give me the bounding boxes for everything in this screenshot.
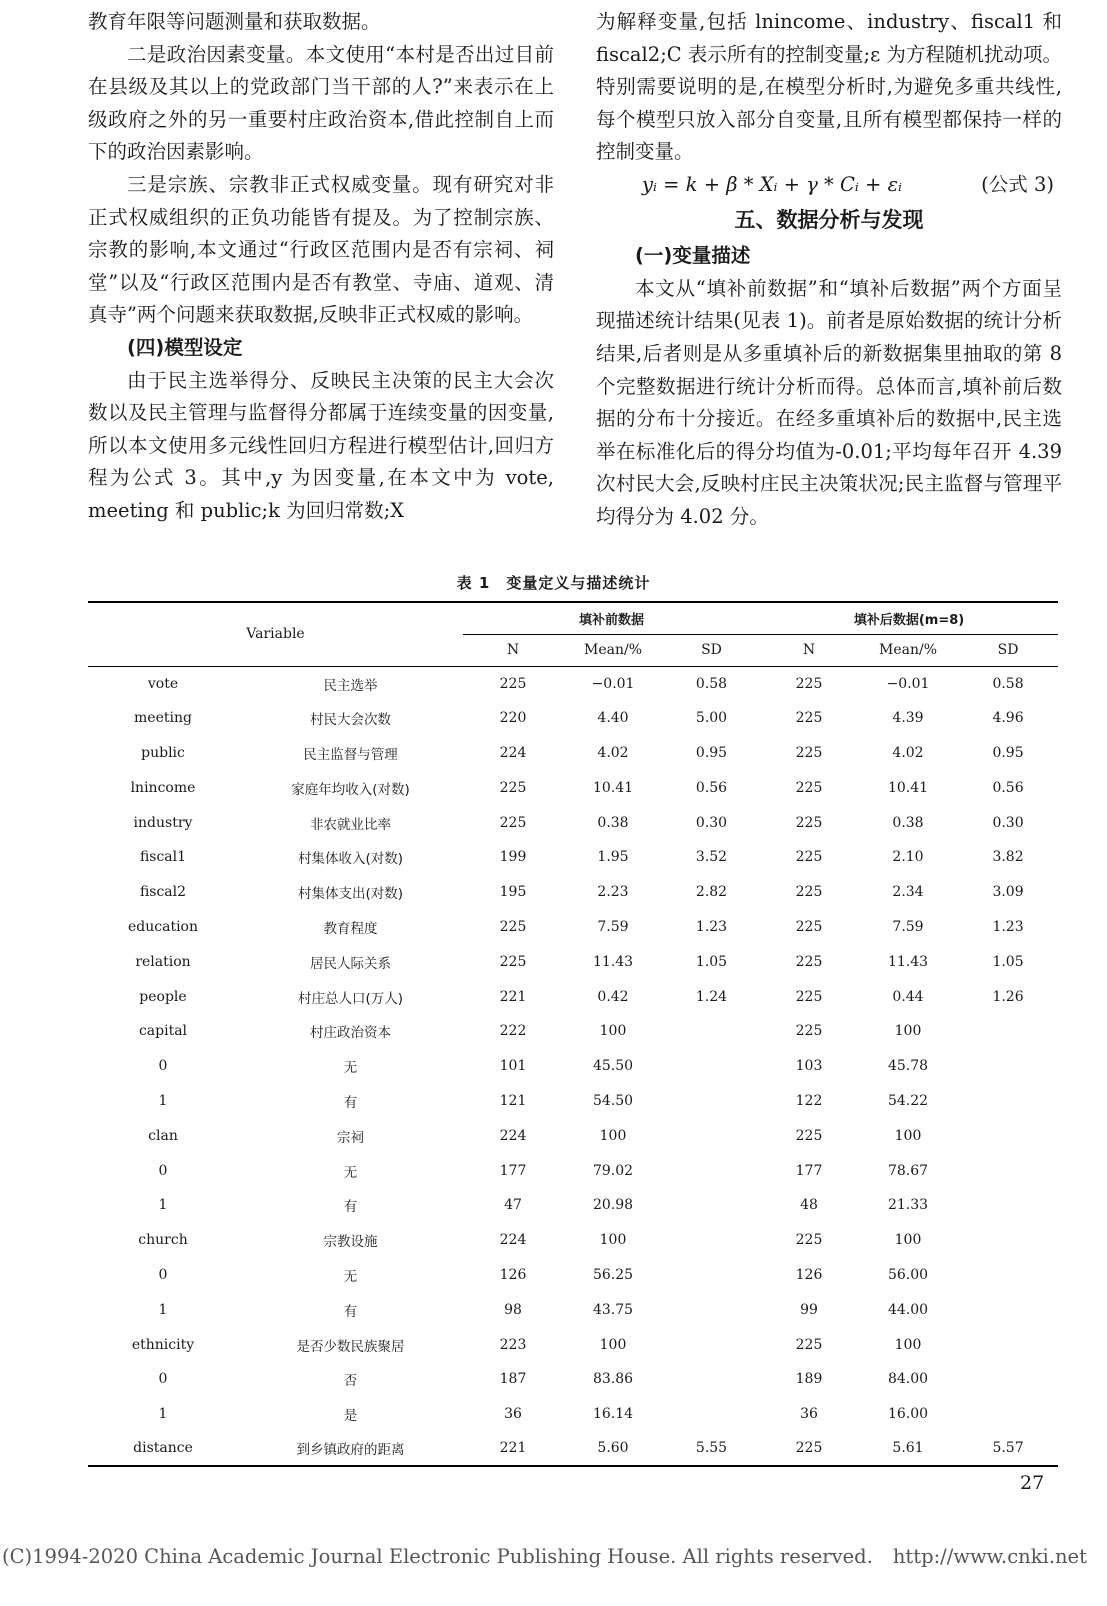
cell-value (663, 1188, 760, 1223)
cell-value: 1.95 (597, 849, 629, 866)
cell-value: 54.50 (592, 1092, 634, 1109)
cell-value: 225 (795, 744, 823, 761)
cell-variable: lnincome (130, 779, 196, 796)
cell-variable: 0 (158, 1162, 168, 1179)
table-row (88, 1362, 1058, 1397)
cell-value: 221 (499, 988, 527, 1005)
cell-value: 225 (499, 779, 527, 796)
cell-value: 43.75 (592, 1301, 634, 1318)
table-row (88, 875, 1058, 910)
cell-definition: 非农就业比率 (310, 816, 391, 833)
cell-definition: 是否少数民族聚居 (296, 1338, 405, 1355)
cell-value: 16.14 (592, 1406, 634, 1423)
cell-variable: church (138, 1232, 188, 1249)
cell-value: 0.30 (695, 814, 728, 831)
cell-value: 100 (894, 1232, 922, 1249)
cell-value (663, 1258, 760, 1293)
cell-value: 101 (499, 1058, 527, 1075)
cell-definition: 居民人际关系 (310, 955, 391, 972)
cell-value: 225 (795, 710, 823, 727)
table-row (88, 1292, 1058, 1327)
cell-value: 225 (795, 1440, 823, 1457)
cell-value: 121 (499, 1092, 527, 1109)
table-row (88, 1327, 1058, 1362)
cell-definition: 宗祠 (337, 1129, 364, 1146)
cell-value (958, 1362, 1058, 1397)
cell-value: 3.09 (992, 884, 1024, 901)
cell-value: 225 (795, 779, 823, 796)
header-mean-after: Mean/% (879, 642, 938, 658)
cell-variable: 1 (158, 1092, 168, 1109)
table-row (88, 1014, 1058, 1049)
cell-variable: clan (148, 1127, 178, 1144)
header-n-before: N (506, 642, 520, 658)
table-row (88, 1153, 1058, 1188)
page-number: 27 (1020, 1472, 1045, 1494)
cell-value: 47 (504, 1197, 522, 1214)
cell-value (663, 1049, 760, 1084)
cell-value: 0.30 (992, 814, 1024, 831)
cell-value (958, 1397, 1058, 1432)
cell-value: 225 (795, 1336, 823, 1353)
cell-value: 1.26 (992, 988, 1024, 1005)
cell-value: 56.25 (592, 1266, 634, 1283)
cell-value: 126 (499, 1266, 527, 1283)
subsection-heading: (四)模型设定 (127, 335, 243, 359)
cell-variable: 0 (158, 1266, 168, 1283)
header-sd-before: SD (701, 642, 722, 658)
cell-value: 225 (795, 988, 823, 1005)
cell-value: 100 (894, 1023, 922, 1040)
paragraph: 教育年限等问题测量和获取数据。 (88, 10, 381, 33)
cell-value: 16.00 (887, 1406, 929, 1423)
cell-variable: industry (133, 814, 193, 831)
cell-value: 98 (504, 1301, 522, 1318)
cell-value: 5.61 (892, 1440, 924, 1457)
formula-3 (596, 169, 1062, 202)
cell-variable: meeting (134, 710, 192, 727)
cell-value (663, 1153, 760, 1188)
descriptive-statistics-table (88, 601, 1058, 1467)
left-column (88, 6, 554, 528)
table-row (88, 910, 1058, 945)
cell-value: 5.55 (695, 1440, 728, 1457)
cell-value: 10.41 (592, 779, 634, 796)
cell-value: 225 (795, 884, 823, 901)
table-row (88, 1432, 1058, 1467)
cell-value (663, 1327, 760, 1362)
header-group-after: 填补后数据(m=8) (760, 602, 1058, 634)
cell-value: 3.82 (992, 849, 1024, 866)
cell-value: 225 (499, 918, 527, 935)
cell-value (958, 1014, 1058, 1049)
cell-value (663, 1362, 760, 1397)
cell-variable: fiscal1 (139, 849, 187, 866)
cell-value: 224 (499, 1232, 527, 1249)
cell-definition: 是 (343, 1408, 358, 1425)
cell-value: 225 (499, 814, 527, 831)
cell-value: 199 (499, 849, 527, 866)
table-row (88, 805, 1058, 840)
cell-value (663, 1223, 760, 1258)
table-body (88, 666, 1058, 1466)
cell-value: 36 (800, 1406, 818, 1423)
cell-value: 84.00 (887, 1371, 929, 1388)
cell-value (958, 1292, 1058, 1327)
cell-value (958, 1223, 1058, 1258)
cell-value: 4.40 (597, 710, 629, 727)
cell-value: 100 (599, 1023, 627, 1040)
cell-definition: 村集体收入(对数) (297, 851, 404, 868)
cell-value (958, 1153, 1058, 1188)
cell-value: 225 (795, 1023, 823, 1040)
cell-value: 45.78 (887, 1058, 929, 1075)
cell-value: 187 (499, 1371, 527, 1388)
cell-value: 224 (499, 1127, 527, 1144)
cell-variable: vote (147, 675, 179, 692)
cell-value: 0.58 (992, 675, 1024, 692)
cell-value: 1.23 (992, 918, 1024, 935)
cell-value: 225 (795, 918, 823, 935)
right-column (596, 6, 1062, 534)
cell-value: 7.59 (597, 918, 629, 935)
table-row (88, 701, 1058, 736)
cell-value: 83.86 (592, 1371, 634, 1388)
cell-variable: education (128, 918, 198, 935)
cell-variable: relation (135, 953, 191, 970)
paragraph: 本文从“填补前数据”和“填补后数据”两个方面呈现描述统计结果(见表 1)。前者是原始数据的统计分析结果,后者则是从多重填补后的新数据集里抽取的第 8 个完整数据进行统计分析而得。总体而言,填补前后数据的分布十分接近。在经多重填补后的数据中,民主选举在标准化后的得分均值为-0.01;平均每年召开 4.39 次村民大会,反映村庄民主决策状况;民主监督与管理平均得分为 4.02 分。 (596, 276, 1062, 528)
cell-value (958, 1049, 1058, 1084)
cell-value: 225 (795, 953, 823, 970)
cell-value: 78.67 (887, 1162, 929, 1179)
cell-value: 1.23 (695, 918, 728, 935)
cell-value: 195 (499, 884, 527, 901)
header-group-before: 填补前数据 (463, 602, 760, 634)
cell-variable: people (139, 988, 187, 1005)
cell-value (958, 1084, 1058, 1119)
cell-definition: 有 (343, 1199, 358, 1216)
table-row (88, 840, 1058, 875)
cell-value: 126 (795, 1266, 823, 1283)
cell-value (663, 1397, 760, 1432)
cell-value: 4.39 (892, 710, 924, 727)
subsection-heading: (一)变量描述 (635, 244, 751, 268)
table-row (88, 1188, 1058, 1223)
cell-value: 220 (499, 710, 527, 727)
table-row (88, 736, 1058, 771)
cell-definition: 有 (343, 1303, 358, 1320)
cell-definition: 无 (343, 1268, 358, 1285)
cell-value: 0.44 (892, 988, 924, 1005)
cell-variable: 1 (158, 1197, 168, 1214)
cell-value: 122 (795, 1092, 823, 1109)
cell-value: 225 (795, 1232, 823, 1249)
cell-value: 103 (795, 1058, 823, 1075)
cell-value: 11.43 (887, 953, 929, 970)
cell-value: 2.82 (695, 884, 728, 901)
header-n-after: N (802, 642, 816, 658)
cell-value: 100 (894, 1336, 922, 1353)
cell-variable: ethnicity (131, 1336, 195, 1353)
table-row (88, 1258, 1058, 1293)
cell-value (663, 1292, 760, 1327)
paragraph: 为解释变量,包括 lnincome、industry、fiscal1 和 fiscal2;C 表示所有的控制变量;ε 为方程随机扰动项。特别需要说明的是,在模型分析时,为避免多重共线性,每个模型只放入部分自变量,且所有模型都保持一样的控制变量。 (596, 10, 1062, 164)
cell-value: 0.95 (992, 744, 1024, 761)
cell-value: 45.50 (592, 1058, 634, 1075)
table-row (88, 1084, 1058, 1119)
cell-value: 2.10 (892, 849, 924, 866)
cell-value: 0.38 (597, 814, 629, 831)
cell-definition: 无 (343, 1060, 358, 1077)
cell-value: 100 (599, 1127, 627, 1144)
cell-value: −0.01 (886, 675, 930, 692)
cell-definition: 宗教设施 (323, 1234, 378, 1251)
cell-value (958, 1327, 1058, 1362)
cell-value: 223 (499, 1336, 527, 1353)
paragraph: 三是宗族、宗教非正式权威变量。现有研究对非正式权威组织的正负功能皆有提及。为了控制宗族、宗教的影响,本文通过“行政区范围内是否有宗祠、祠堂”以及“行政区范围内是否有教堂、寺庙、道观、清真寺”两个问题来获取数据,反映非正式权威的影响。 (88, 172, 554, 327)
cell-value: 1.24 (695, 988, 728, 1005)
header-variable: Variable (246, 626, 305, 643)
cell-variable: distance (133, 1440, 193, 1457)
cell-definition: 民主选举 (323, 677, 378, 694)
cell-variable: fiscal2 (139, 884, 187, 901)
cell-value: 177 (795, 1162, 823, 1179)
cell-value: 0.56 (695, 779, 728, 796)
cell-value: 4.02 (597, 744, 629, 761)
cell-value (663, 1014, 760, 1049)
cell-value: 2.23 (597, 884, 629, 901)
cell-value: 189 (795, 1371, 823, 1388)
cell-value: 100 (599, 1232, 627, 1249)
cell-variable: 1 (158, 1301, 168, 1318)
cell-definition: 否 (343, 1373, 358, 1390)
cell-value: 7.59 (892, 918, 924, 935)
table-row (88, 979, 1058, 1014)
cell-value: 3.52 (695, 849, 728, 866)
cell-value: 1.05 (992, 953, 1024, 970)
cell-value: 0.42 (597, 988, 629, 1005)
table-row (88, 944, 1058, 979)
cell-value: 225 (795, 675, 823, 692)
table-caption: 表 1 变量定义与描述统计 (456, 574, 651, 592)
cell-value: 21.33 (887, 1197, 929, 1214)
cell-value: 222 (499, 1023, 527, 1040)
cell-value: 11.43 (592, 953, 634, 970)
cell-value: 54.22 (887, 1092, 929, 1109)
cell-variable: 0 (158, 1371, 168, 1388)
cell-variable: public (141, 744, 185, 761)
footer-url[interactable]: http://www.cnki.net (892, 1545, 1087, 1568)
cell-value: 48 (800, 1197, 818, 1214)
cell-value: 0.95 (695, 744, 728, 761)
table-row (88, 1397, 1058, 1432)
cell-definition: 教育程度 (323, 920, 378, 937)
table-row (88, 770, 1058, 805)
cell-value (958, 1118, 1058, 1153)
cell-value: 177 (499, 1162, 527, 1179)
cell-value (958, 1258, 1058, 1293)
cell-value: 20.98 (592, 1197, 634, 1214)
cell-value: 5.57 (992, 1440, 1024, 1457)
cell-value (663, 1084, 760, 1119)
cell-value: 224 (499, 744, 527, 761)
cell-definition: 家庭年均收入(对数) (291, 781, 410, 798)
cell-value: 5.00 (695, 710, 728, 727)
cell-value: 225 (795, 849, 823, 866)
formula-label: (公式 3) (981, 172, 1054, 196)
cell-variable: capital (138, 1023, 188, 1040)
cell-value: 225 (499, 675, 527, 692)
table-row (88, 1223, 1058, 1258)
cell-value: 4.96 (992, 710, 1024, 727)
table-row (88, 666, 1058, 701)
cell-value: 221 (499, 1440, 527, 1457)
cell-value: −0.01 (591, 675, 635, 692)
footer (2, 1545, 1107, 1568)
cell-definition: 村庄总人口(万人) (297, 990, 404, 1007)
cell-value: 56.00 (887, 1266, 929, 1283)
table-row (88, 1049, 1058, 1084)
cell-value: 4.02 (892, 744, 924, 761)
cell-value: 0.58 (695, 675, 728, 692)
header-sd-after: SD (997, 642, 1019, 658)
cell-definition: 有 (343, 1094, 358, 1111)
cell-value: 0.56 (992, 779, 1024, 796)
cell-value: 100 (894, 1127, 922, 1144)
cell-value: 225 (795, 814, 823, 831)
formula-expression: yᵢ = k + β * Xᵢ + γ * Cᵢ + εᵢ (642, 172, 902, 196)
cell-value: 10.41 (887, 779, 929, 796)
cell-variable: 1 (158, 1406, 168, 1423)
cell-value: 225 (795, 1127, 823, 1144)
cell-variable: 0 (158, 1058, 168, 1075)
cell-value: 1.05 (695, 953, 728, 970)
cell-definition: 村民大会次数 (310, 712, 391, 729)
paragraph: 二是政治因素变量。本文使用“本村是否出过目前在县级及其以上的党政部门当干部的人?”来表示在上级政府之外的另一重要村庄政治资本,借此控制自上而下的政治因素影响。 (88, 42, 554, 164)
paragraph: 由于民主选举得分、反映民主决策的民主大会次数以及民主管理与监督得分都属于连续变量的因变量,所以本文使用多元线性回归方程进行模型估计,回归方程为公式 3。其中,y 为因变量,在本文中为 vote, meeting 和 public;k 为回归常数;X (88, 368, 554, 522)
cell-value: 2.34 (892, 884, 924, 901)
cell-value: 100 (599, 1336, 627, 1353)
cell-value (663, 1118, 760, 1153)
cell-value: 0.38 (892, 814, 924, 831)
cell-definition: 村集体支出(对数) (297, 886, 404, 903)
cell-value: 36 (504, 1406, 522, 1423)
cell-value (958, 1188, 1058, 1223)
cell-definition: 村庄政治资本 (310, 1025, 391, 1042)
cell-value: 225 (499, 953, 527, 970)
cell-value: 5.60 (597, 1440, 629, 1457)
cell-value: 44.00 (887, 1301, 929, 1318)
section-title: 五、数据分析与发现 (734, 207, 924, 232)
footer-copyright: (C)1994-2020 China Academic Journal Electronic Publishing House. All rights reserved. (2, 1545, 873, 1568)
cell-value: 79.02 (592, 1162, 634, 1179)
cell-value: 99 (800, 1301, 818, 1318)
cell-definition: 民主监督与管理 (303, 746, 398, 763)
header-mean-before: Mean/% (584, 642, 643, 658)
cell-definition: 无 (343, 1164, 358, 1181)
table-row (88, 1118, 1058, 1153)
cell-definition: 到乡镇政府的距离 (296, 1442, 405, 1459)
